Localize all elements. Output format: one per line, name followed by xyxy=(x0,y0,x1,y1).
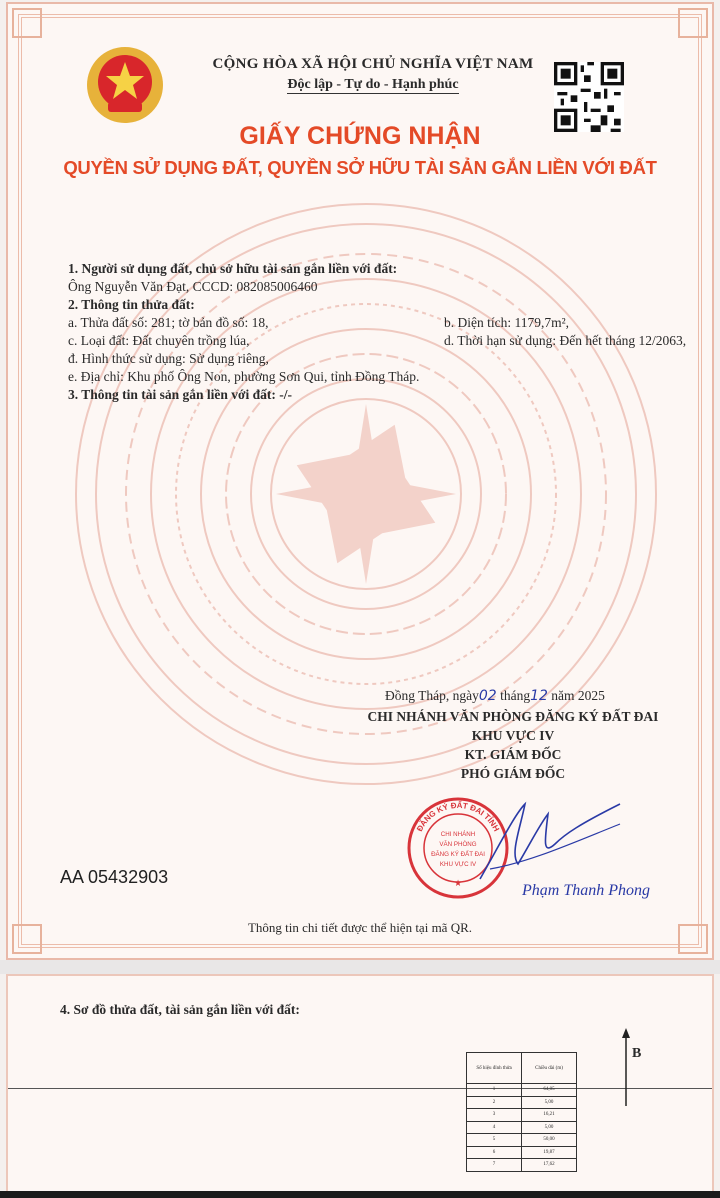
certificate-page xyxy=(6,2,714,960)
landtype-row xyxy=(68,332,688,350)
corner-ornament xyxy=(678,8,708,38)
north-label: B xyxy=(632,1046,642,1061)
parcel-boundary-line xyxy=(8,1088,712,1089)
certificate-title: GIẤY CHỨNG NHẬN xyxy=(239,122,481,150)
republic-name: CỘNG HÒA XÃ HỘI CHỦ NGHĨA VIỆT NAM xyxy=(212,56,534,72)
section4-heading: 4. Sơ đồ thửa đất, tài sản gắn liền với đất: xyxy=(60,1002,300,1017)
owner-info: Ông Nguyễn Văn Đạt, CCCD: 082085006460 xyxy=(68,279,318,294)
handwritten-signature xyxy=(470,784,630,884)
table-row: 5 50,00 xyxy=(467,1134,577,1147)
boundary-table xyxy=(466,1052,577,1172)
section2-heading: 2. Thông tin thửa đất: xyxy=(68,297,195,312)
national-emblem-icon xyxy=(84,44,166,126)
parcel-area: b. Diện tích: 1179,7m², xyxy=(444,315,570,330)
issue-date: Đồng Tháp, ngày02 tháng12 năm 2025 xyxy=(385,688,605,704)
parcel-number: a. Thửa đất số: 281; tờ bản đồ số: 18, xyxy=(68,315,269,330)
table-row: 2 5,00 xyxy=(467,1096,577,1109)
office-name: CHI NHÁNH VĂN PHÒNG ĐĂNG KÝ ĐẤT ĐAI xyxy=(367,709,659,724)
table-row: 3 16,21 xyxy=(467,1109,577,1122)
serial-number: AA 05432903 xyxy=(60,867,169,887)
parcel-row xyxy=(68,314,688,332)
national-motto: Độc lập - Tự do - Hạnh phúc xyxy=(287,77,459,92)
table-row: 4 5,00 xyxy=(467,1121,577,1134)
usage-term: d. Thời hạn sử dụng: Đến hết tháng 12/2063, xyxy=(444,333,687,348)
usage-form: đ. Hình thức sử dụng: Sử dụng riêng, xyxy=(68,351,269,366)
section1-heading: 1. Người sử dụng đất, chủ sở hữu tài sản gắn liền với đất: xyxy=(68,261,398,276)
svg-text:CHI NHÁNH: CHI NHÁNH xyxy=(440,831,476,838)
page-separator xyxy=(0,960,720,974)
land-type: c. Loại đất: Đất chuyên trồng lúa, xyxy=(68,333,250,348)
signer-role2: PHÓ GIÁM ĐỐC xyxy=(460,766,566,781)
section3-heading: 3. Thông tin tài sản gắn liền với đất: -/- xyxy=(68,387,293,402)
parcel-address: e. Địa chỉ: Khu phố Ông Non, phường Sơn Qui, tỉnh Đồng Tháp. xyxy=(68,369,420,384)
screen-bottom-bar xyxy=(0,1191,720,1198)
table-row: 7 17,62 xyxy=(467,1159,577,1172)
signer-role1: KT. GIÁM ĐỐC xyxy=(464,747,562,762)
svg-text:VĂN PHÒNG: VĂN PHÒNG xyxy=(439,841,477,848)
certificate-page-2 xyxy=(6,974,714,1198)
qr-footer-note: Thông tin chi tiết được thể hiện tại mã QR. xyxy=(247,920,473,935)
table-row: 1 64,05 xyxy=(467,1084,577,1097)
table-header: Số hiệu đỉnh thửa xyxy=(467,1053,522,1084)
signer-name: Phạm Thanh Phong xyxy=(522,882,650,899)
svg-text:ĐĂNG KÝ ĐẤT ĐAI TỈNH: ĐĂNG KÝ ĐẤT ĐAI TỈNH xyxy=(415,800,501,833)
svg-text:ĐĂNG KÝ ĐẤT ĐAI: ĐĂNG KÝ ĐẤT ĐAI xyxy=(431,851,485,858)
office-region: KHU VỰC IV xyxy=(471,728,555,743)
table-header: Chiều dài (m) xyxy=(522,1053,577,1084)
svg-text:★: ★ xyxy=(453,878,463,888)
corner-ornament xyxy=(12,8,42,38)
north-arrow-icon xyxy=(620,1028,650,1108)
table-row: 6 19,87 xyxy=(467,1146,577,1159)
certificate-subtitle: QUYỀN SỬ DỤNG ĐẤT, QUYỀN SỞ HỮU TÀI SẢN GẮN LIỀN VỚI ĐẤT xyxy=(63,157,657,178)
svg-text:KHU VỰC IV: KHU VỰC IV xyxy=(439,861,477,868)
